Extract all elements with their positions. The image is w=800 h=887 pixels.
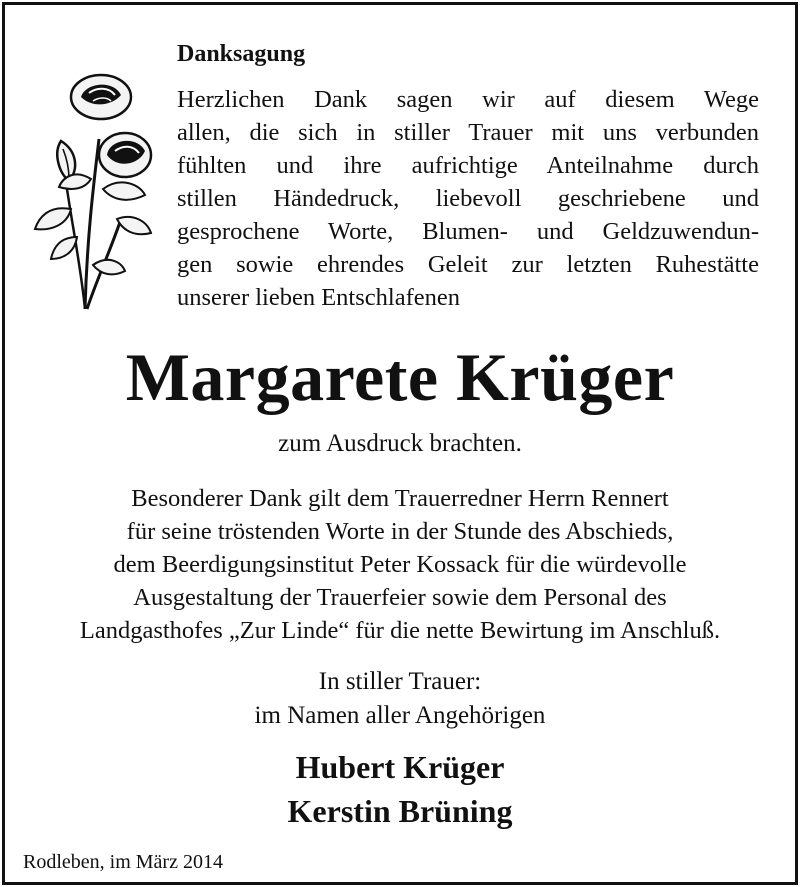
special-thanks-line: dem Beerdigungsinstitut Peter Kossack für die würdevolle [113, 551, 687, 578]
special-thanks-line: für seine tröstenden Worte in der Stunde des Abschieds, [126, 518, 674, 545]
intro-line: unserer lieben Entschlafenen [177, 284, 460, 311]
rose-illustration [27, 69, 157, 319]
intro-line: gen sowie ehrendes Geleit zur letzten Ruhestätte [177, 251, 759, 278]
special-thanks-line: Landgasthofes „Zur Linde“ für die nette Bewirtung im Anschluß. [79, 617, 721, 644]
obituary-thanks-notice [2, 2, 798, 885]
signer-name: Kerstin Brüning [287, 793, 513, 829]
intro-line: gesprochene Worte, Blumen- und Geldzuwendun- [177, 218, 759, 245]
mourning-line: im Namen aller Angehörigen [254, 702, 546, 729]
special-thanks-paragraph [5, 482, 795, 647]
special-thanks-line: Ausgestaltung der Trauerfeier sowie dem Personal des [133, 584, 667, 611]
expressed-line: zum Ausdruck brachten. [278, 430, 522, 457]
intro-paragraph [177, 83, 759, 314]
intro-line: Herzlichen Dank sagen wir auf diesem Wege [177, 86, 759, 113]
mourning-block [5, 665, 795, 733]
place-date: Rodleben, im März 2014 [23, 851, 223, 873]
special-thanks-line: Besonderer Dank gilt dem Trauerredner Herrn Rennert [131, 485, 669, 512]
mourning-line: In stiller Trauer: [318, 668, 482, 695]
intro-line: stillen Händedruck, liebevoll geschriebene und [177, 185, 759, 212]
signers-block [5, 745, 795, 833]
deceased-name: Margarete Krüger [125, 339, 675, 415]
intro-line: allen, die sich in stiller Trauer mit uns verbunden [177, 119, 759, 146]
intro-line: fühlten und ihre aufrichtige Anteilnahme durch [177, 152, 759, 179]
notice-heading: Danksagung [177, 41, 306, 67]
signer-name: Hubert Krüger [295, 749, 505, 785]
